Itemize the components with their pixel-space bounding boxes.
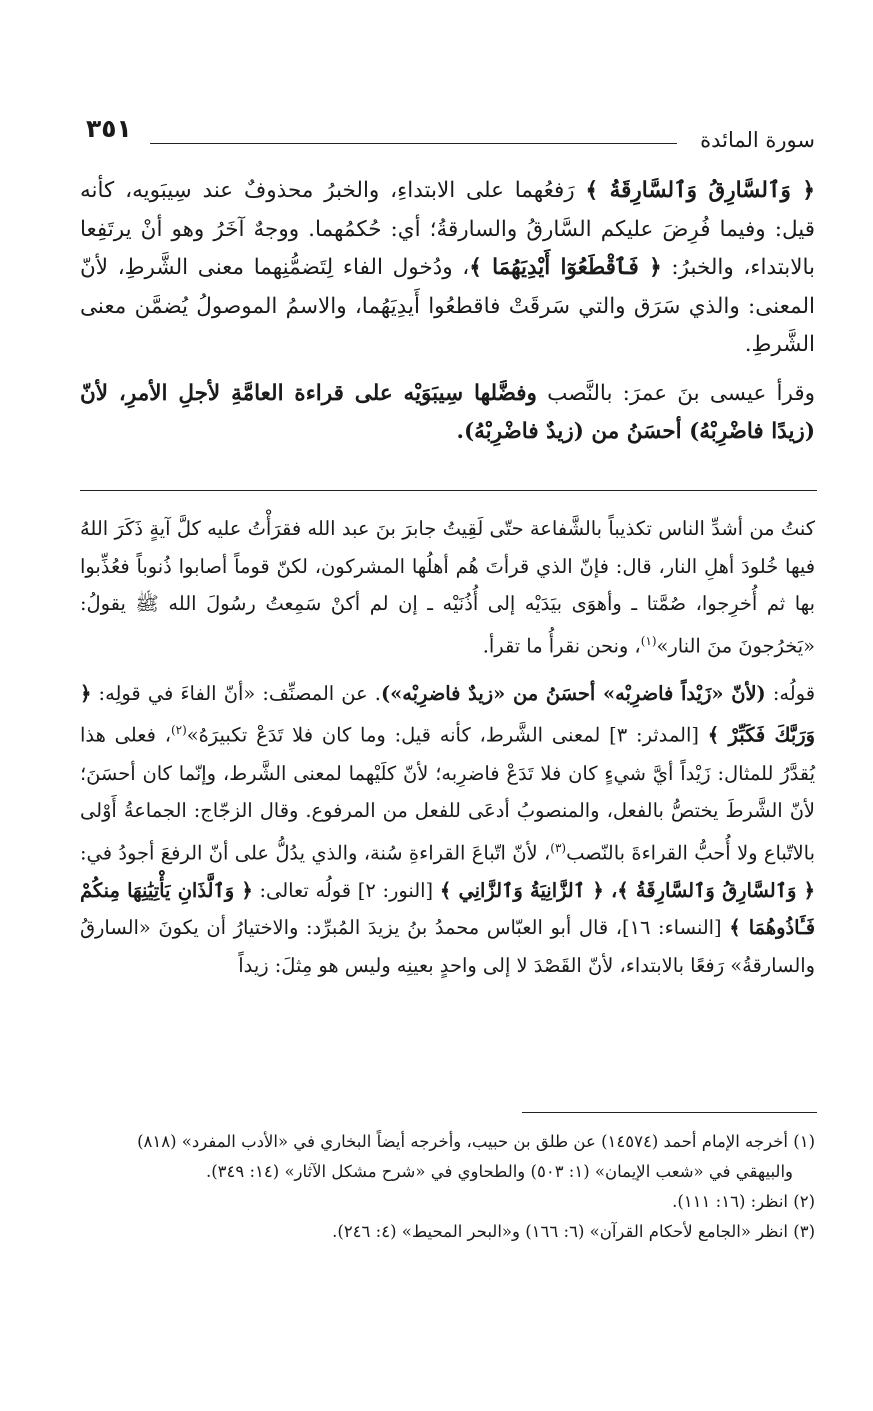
main-text (80, 172, 815, 452)
commentary-paragraph-1 (80, 510, 815, 665)
text-span: [النور: ٢] قولُه تعالى: (252, 878, 440, 902)
bold-text: (لأنّ «زَيْداً فاضرِبْه» أحسَنُ من «زيدٌ فاضرِبْه») (380, 681, 766, 705)
footnote-3: (٣) انظر «الجامع لأحكام القرآن» (٦: ١٦٦) و«البحر المحيط» (٤: ٢٤٦). (332, 1222, 815, 1241)
quran-verse: ﴿ وَٱلسَّارِقُ وَٱلسَّارِقَةُ ﴾، ﴿ ٱلزَّانِيَةُ وَٱلزَّانِي ﴾ (439, 878, 815, 902)
text-span: . عن المصنِّف: «أنّ الفاءَ في قولِه: (91, 681, 381, 705)
text-span: ، لأنّ اتّباعَ القراءةِ سُنة، والذي يدُلُّ على أنّ الرفعَ أجودُ في: (80, 841, 551, 865)
footnote-ref: (٢) (170, 723, 187, 738)
page-number: ٣٥١ (86, 114, 132, 143)
footnote-ref: (١) (640, 633, 657, 648)
text-span: كنتُ من أشدِّ الناس تكذيباً بالشَّفاعة حتّى لَقِيتُ جابرَ بنَ عبد الله فقرَأْتُ عليه كلَّ آيةٍ ذَكَرَ اللهُ فيها خُلودَ أهلِ النار، قال: فإنّ الذي قرأتَ هُم أهلُها المشركون، لكنّ قوماً أصابوا ذُنوباً فعُذِّبوا بها ثم أُخرِجوا، صُمَّتا ـ وأهوَى بيَدَيْه إلى أُذُنَيْه ـ إن لم أكنْ سَمِعتُ رسُولَ الله ﷺ يقولُ: «يَخرُجونَ منَ النار» (80, 517, 815, 658)
quran-verse: ﴿ وَرَبَّكَ فَكَبِّرْ ﴾ (80, 681, 815, 747)
footnote-ref: (٣) (550, 840, 567, 855)
text-span: وقرأ عيسى بنَ عمرَ: بالنَّصب (536, 380, 815, 406)
text-span: [المدثر: ٣] لمعنى الشَّرط، كأنه قيل: وما كان فلا تَدَعْ تكبيرَهُ» (186, 723, 708, 747)
text-span: ، فعلى هذا يُقدَّرُ للمثال: زَيْداً أيَّ شيءٍ كان فلا تَدَعْ فاضرِبه؛ لأنّ كلَيْهما لمعنى الشَّرط، وإنّما كان أحسَنَ؛ لأنّ الشَّرطَ يختصُّ بالفعل، والمنصوبُ أدعَى للفعل من المرفوع. وقال الزجّاج: الجماعةُ أَوْلى بالاتّباع ولا أُحبُّ القراءةَ بالنّصب (80, 723, 815, 865)
header-rule (150, 143, 677, 144)
separator-rule (80, 490, 817, 491)
quran-verse: ﴿ فَٱقْطَعُوٓا أَيْدِيَهُمَا ﴾ (469, 255, 662, 280)
text-span: ، ونحن نقرأُ ما تقرأ. (482, 634, 641, 658)
footnote-1: (١) أخرجه الإمام أحمد (١٤٥٧٤) عن طلق بن حبيب، وأخرجه أيضاً البخاري في «الأدب المفرد» (٨١٨) (137, 1132, 815, 1151)
text-span: ، ودُخول الفاء لِتَضمُّنِهما معنى الشَّرطِ، لأنّ المعنى: والذي سَرَق والتي سَرقَتْ فاقطعُوا أَيدِيَهُما، والاسمُ الموصولُ يُضمَّن معنى الشَّرطِ. (80, 255, 815, 357)
text-span: قولُه: (765, 681, 815, 705)
bold-text: وفضَّلها سِيبَوَيْه على قراءة العامَّةِ لأجلِ الأمرِ، لأنّ (زيدًا فاضْرِبْهُ) أحسَنُ من (زيدٌ فاضْرِبْهُ). (80, 380, 815, 444)
quran-verse: ﴿ وَٱلسَّارِقُ وَٱلسَّارِقَةُ ﴾ (585, 178, 815, 203)
footnote-1-continued: والبيهقي في «شعب الإيمان» (١: ٥٠٣) والطحاوي في «شرح مشكل الآثار» (١٤: ٣٤٩). (205, 1162, 793, 1181)
text-span: رَفعُهما على الابتداءِ، والخبرُ محذوفٌ عند سِيبَويه، كأنه قيل: وفيما فُرِضَ عليكم السَّارقُ والسارقةُ؛ أي: حُكمُهما. ووجهٌ آخَرُ وهو أنْ يرتَفِعا بالابتداء، والخبرُ: (80, 178, 816, 280)
text-span: [النساء: ١٦]، قال أبو العبّاس محمدُ بنُ يزيدَ المُبرِّد: والاختيارُ أن يكونَ «السارقُ والسارقةُ» رَفعًا بالابتداء، لأنّ القَصْدَ لا إلى واحدٍ بعينِه وليس هو مِثلَ: زيداً (80, 916, 815, 977)
commentary-text (80, 510, 815, 985)
footnote-2: (٢) انظر: (١٦: ١١١). (672, 1192, 815, 1211)
main-paragraph-2 (80, 375, 815, 452)
main-paragraph-1 (80, 172, 815, 365)
page-header (80, 110, 815, 154)
footnotes (80, 1127, 815, 1247)
commentary-paragraph-2 (80, 675, 815, 985)
surah-name: سورة المائدة (700, 128, 815, 152)
quran-verse: ﴿ وَٱلَّذَانِ يَأْتِيَٰنِهَا مِنكُمْ فَـَٔاذُوهُمَا ﴾ (80, 878, 815, 940)
footnote-rule (522, 1112, 817, 1113)
